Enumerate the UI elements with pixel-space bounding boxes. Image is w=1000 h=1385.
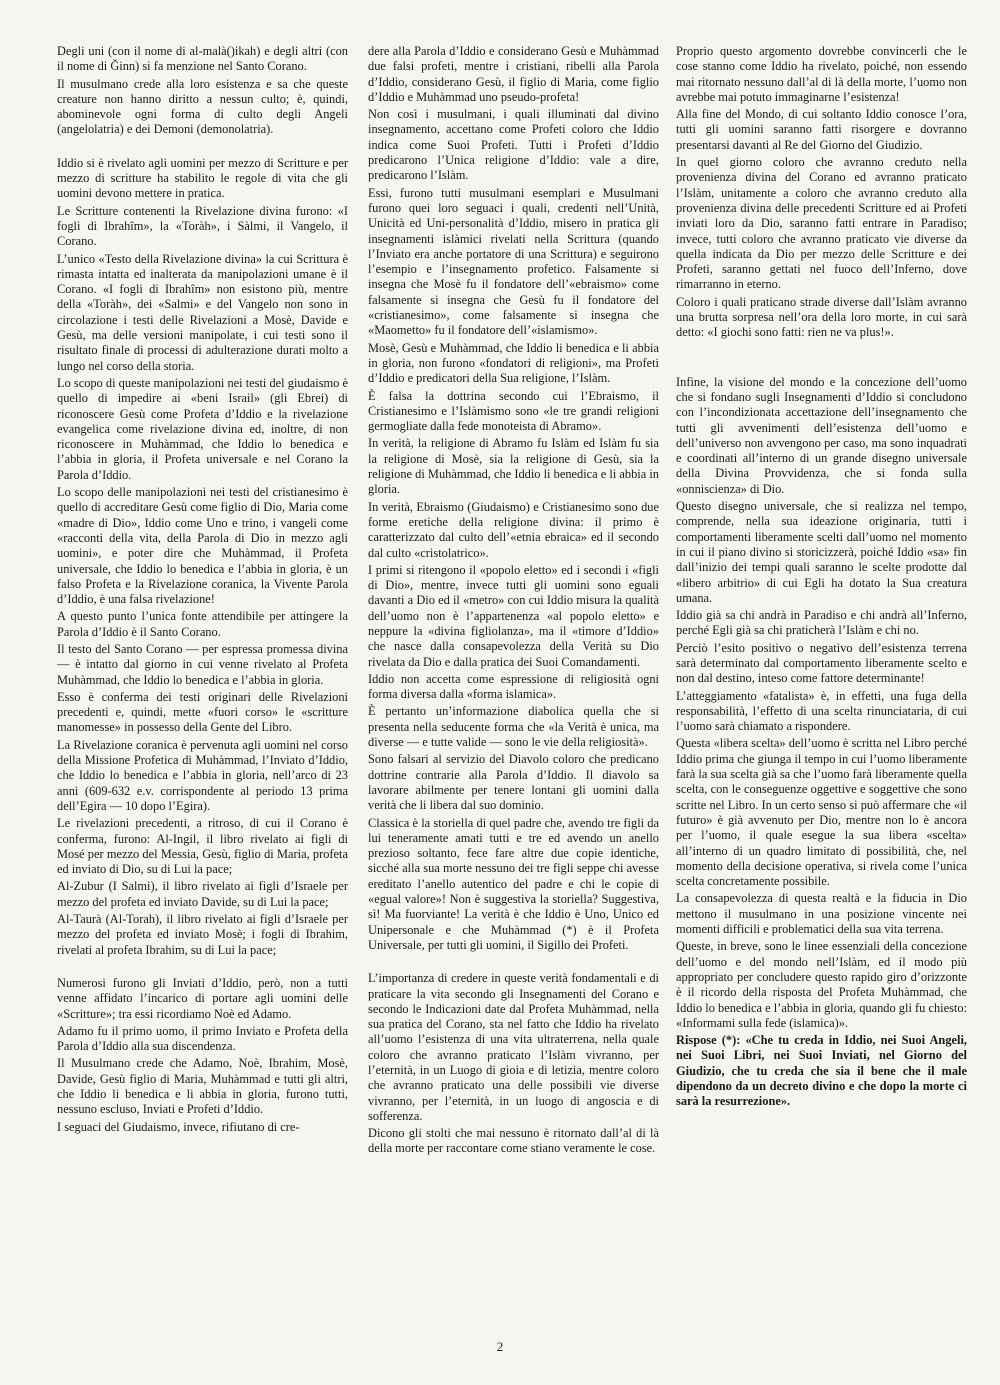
paragraph: Classica è la storiella di quel padre che, avendo tre figli da lui teneramente amati tutti e tre ed avendo un anello prezioso soltanto, fece fare altre due copie identiche, sicché alla sua morte nessuno dei tre figli seppe chi avesse ereditato l’anello autentico del padre e chi le copie di «egual valore»! Non è suggestiva la storiella? Suggestiva, sì! Ma fuorviante! La verità è che Iddio è Uno, Unico ed Unipersonale e che Muhàmmad (*) è il Profeta Universale, per tutti gli uomini, il Sigillo dei Profeti. [368, 815, 659, 952]
paragraph: A questo punto l’unica fonte attendibile per attingere la Parola d’Iddio è il Santo Corano. [57, 609, 348, 639]
paragraph: Mosè, Gesù e Muhàmmad, che Iddio li benedica e li abbia in gloria, non furono «fondatori di religioni», ma Profeti d’Iddio e predicatori della Sua religione, l’Islàm. [368, 340, 659, 386]
paragraph: Non così i musulmani, i quali illuminati dal divino insegnamento, accettano come Profeti coloro che Iddio indica come Suoi Profeti. Tutti i Profeti d’Iddio predicarono l’Unica religione d’Iddio: vale a dire, predicarono l’Islàm. [368, 107, 659, 183]
paragraph: Il musulmano crede alla loro esistenza e sa che queste creature non hanno diritto a nessun culto; è, quindi, abominevole ogni forma di culto degli Angeli (angelolatria) e dei Demoni (demonolatria). [57, 76, 348, 137]
paragraph: Infine, la visione del mondo e la concezione dell’uomo che si fondano sugli Insegnamenti d’Iddio si concludono con l’incondizionata accettazione dell’insegnamento che tutti gli avvenimenti dell’esistenza dell’uomo e dell’universo non avvengono per caso, ma sono inquadrati e coordinati all’interno di un grande disegno universale della Divina Provvidenza, che si fonda sulla «onniscienza» di Dio. [676, 374, 967, 496]
paragraph: Adamo fu il primo uomo, il primo Inviato e Profeta della Parola d’Iddio alla sua discendenza. [57, 1023, 348, 1054]
paragraph: Questo disegno universale, che si realizza nel tempo, comprende, nella sua ideazione originaria, tutti i comportamenti liberamente scelti dall’uomo nel momento in cui il piano divino si storicizzerà, poiché Iddio «sa» fin dall’inizio dei tempi quali saranno le scelte prodotte dal «libero arbitrio» di cui Egli ha dotato la Sua creatura umana. [676, 499, 967, 605]
paragraph: Il Musulmano crede che Adamo, Noè, Ibrahim, Mosè, Davide, Gesù figlio di Maria, Muhàmmad e tutti gli altri, che Iddio li benedica e li abbia in gloria, furono tutti, nessuno escluso, Inviati e Profeti d’Iddio. [57, 1056, 348, 1117]
paragraph: Al-Zubur (I Salmi), il libro rivelato ai figli d’Israele per mezzo del profeta ed inviato Davide, su di Lui la pace; [57, 879, 348, 909]
paragraph: Le rivelazioni precedenti, a ritroso, di cui il Corano è conferma, furono: Al-Ingil, il libro rivelato ai figli di Mosé per mezzo del Messia, Gesù, figlio di Maria, profeta ed inviato di Dio, su di Lui la pace; [57, 816, 348, 877]
text-column-3 [676, 44, 967, 1112]
paragraph: Degli uni (con il nome di al-malà()ikah) e degli altri (con il nome di Ğinn) si fa menzione nel Santo Corano. [57, 44, 348, 74]
paragraph: Iddio già sa chi andrà in Paradiso e chi andrà all’Inferno, perché Egli già sa chi praticherà l’Islàm e chi no. [676, 608, 967, 638]
paragraph: Essi, furono tutti musulmani esemplari e Musulmani furono quei loro seguaci i quali, credenti nell’Unità, Unicità ed Uni-personalità d’Iddio, misero in pratica gli insegnamenti islàmici rivelati nella Scrittura (quando l’Inviato era anche portatore di una Scrittura) e seguirono l’esempio e l’insegnamento profetico. Falsamente si insegna che Mosè fu il fondatore dell’«ebraismo» come falsamente si insegna che Gesù fu il fondatore del «cristianesimo», come falsamente si insegna che «Maometto» fu il fondatore dell’«islamismo». [368, 185, 659, 338]
paragraph: Numerosi furono gli Inviati d’Iddio, però, non a tutti venne affidato l’incarico di portare agli uomini delle «Scritture»; tra essi ricordiamo Noè ed Adamo. [57, 975, 348, 1021]
paragraph: Sono falsari al servizio del Diavolo coloro che predicano dottrine contrarie alla Parola d’Iddio. Il diavolo sa lavorare abilmente per tenere lontani gli uomini dalla verità che li libera dal suo dominio. [368, 752, 659, 813]
paragraph: I primi si ritengono il «popolo eletto» ed i secondi i «figli di Dio», mentre, invece tutti gli uomini sono eguali davanti a Dio ed il «metro» con cui Iddio misura la qualità dell’uomo non è l’appartenenza «al popolo eletto» e neppure la «divina figliolanza», ma il «timore d’Iddio» che nasce dalla consapevolezza della Verità su Dio rivelata da Dio e dalla pratica dei Suoi Comandamenti. [368, 562, 659, 669]
paragraph: Le Scritture contenenti la Rivelazione divina furono: «I fogli di Ibrahîm», la «Toràh», i Sàlmi, il Vangelo, il Corano. [57, 203, 348, 249]
text-column-2 [368, 44, 659, 1159]
paragraph: L’atteggiamento «fatalista» è, in effetti, una fuga della responsabilità, l’effetto di una scelta rinunciataria, di cui l’uomo sarà chiamato a rispondere. [676, 688, 967, 734]
page-number: 2 [496, 1339, 504, 1354]
paragraph: La consapevolezza di questa realtà e la fiducia in Dio mettono il musulmano in una posizione vincente nei momenti difficili e problematici della sua vita terrena. [676, 891, 967, 937]
text-column-1 [57, 44, 348, 1137]
paragraph: Rispose (*): «Che tu creda in Iddio, nei Suoi Angeli, nei Suoi Libri, nei Suoi Inviati, nel Giorno del Giudizio, che tu creda che sia il bene che il male dipendono da un decreto divino e che dopo la morte ci sarà la resurrezione». [676, 1033, 967, 1109]
paragraph: I seguaci del Giudaismo, invece, rifiutano di cre- [57, 1119, 300, 1134]
paragraph: È falsa la dottrina secondo cui l’Ebraismo, il Cristianesimo e l’Islàmismo sono «le tre grandi religioni germogliate dalla fede monoteista di Abramo». [368, 388, 659, 434]
paragraph: In quel giorno coloro che avranno creduto nella provenienza divina del Corano ed avranno praticato l’Islàm, unitamente a coloro che avranno creduto alla provenienza divina delle precedenti Scritture ed ai Profeti inviati loro da Dio, saranno fatti entrare in Paradiso; invece, tutti coloro che avranno praticato vie diverse da quella indicata da Dio per mezzo delle Scritture e dei Profeti, saranno gettati nel fuoco dell’Inferno, dove rimarranno in eterno. [676, 155, 967, 292]
paragraph: Coloro i quali praticano strade diverse dall’Islàm avranno una brutta sorpresa nell’ora della loro morte, in cui sarà detto: «I giochi sono fatti: rien ne va plus!». [676, 294, 967, 340]
paragraph: La Rivelazione coranica è pervenuta agli uomini nel corso della Missione Profetica di Muhàmmad, l’Inviato d’Iddio, che Iddio lo benedica e l’abbia in gloria, nell’arco di 23 anni (609-632 e.v. corrispondente al periodo 13 prima dell’Egira — 10 dopo l’Egira). [57, 737, 348, 813]
paragraph: Esso è conferma dei testi originari delle Rivelazioni precedenti e, quindi, mette «fuori corso» le «scritture manomesse» in possesso della Gente del Libro. [57, 689, 348, 735]
paragraph: Al-Taurà (Al-Torah), il libro rivelato ai figli d’Israele per mezzo del profeta ed inviato Mosè; i fogli di Ibrahim, rivelati al profeta Ibrahim, su di Lui la pace; [57, 912, 348, 957]
paragraph: Alla fine del Mondo, di cui soltanto Iddio conosce l’ora, tutti gli uomini saranno fatti risorgere e dovranno presentarsi davanti al Re del Giorno del Giudizio. [676, 107, 967, 152]
paragraph: Proprio questo argomento dovrebbe convincerli che le cose stanno come Iddio ha rivelato, poiché, non essendo mai ritornato nessuno dall’al di là della morte, l’uomo non avrebbe mai potuto immaginarne l’esistenza! [676, 44, 967, 104]
paragraph: Questa «libera scelta» dell’uomo è scritta nel Libro perché Iddio prima che giunga il tempo in cui l’uomo liberamente farà la sua scelta già sa che l’uomo farà liberamente quella scelta, con le conseguenze oggettive e soggettive che sono scritte nel Libro. In un certo senso si può affermare che «il futuro» è già avvenuto per Dio, mentre non lo è ancora per l’uomo, il quale esegue la sua libera «scelta» all’interno di un quadro limitato di possibilità, che, nel momento della decisione operativa, si rivela come l’unica scelta concretamente possibile. [676, 736, 967, 889]
paragraph: In verità, Ebraismo (Giudaismo) e Cristianesimo sono due forme eretiche della religione divina: il primo è caratterizzato dal culto dell’«etnia ebraica» ed il secondo dal culto «cristolatrico». [368, 499, 659, 560]
paragraph: Iddio si è rivelato agli uomini per mezzo di Scritture e per mezzo di scritture ha stabilito le regole di vita che gli uomini devono mettere in pratica. [57, 155, 348, 201]
paragraph: Iddio non accetta come espressione di religiosità ogni forma diversa dalla «forma islamica». [368, 671, 659, 702]
paragraph: Lo scopo delle manipolazioni nei testi del cristianesimo è quello di accreditare Gesù come figlio di Dio, Maria come «madre di Dio», Iddio come Uno e trino, i vangeli come «racconti della vita, della Parola di Dio in mezzo agli uomini», e poter dire che Muhàmmad, il Profeta universale, che Iddio lo benedica e l’abbia in gloria, è un falso Profeta e la Rivelazione coranica, la Vivente Parola d’Iddio, è una falsa rivelazione! [57, 485, 348, 607]
paragraph: dere alla Parola d’Iddio e considerano Gesù e Muhàmmad due falsi profeti, mentre i cristiani, ribelli alla Parola d’Iddio, considerano Gesù, il figlio di Maria, come figlio d’Iddio e Muhàmmad uno pseudo-profeta! [368, 44, 659, 104]
paragraph: Perciò l’esito positivo o negativo dell’esistenza terrena sarà determinato dal comportamento liberamente scelto e non dal destino, inteso come fattore determinante! [676, 640, 967, 686]
paragraph: Lo scopo di queste manipolazioni nei testi del giudaismo è quello di impedire ai «beni Israil» (gli Ebrei) di riconoscere Gesù come Profeta d’Iddio e la rivelazione evangelica come rivelazione divina ed, inoltre, di non riconoscere in Muhàmmad, che Iddio lo benedica e l’abbia in gloria, il Profeta universale e nel Corano la Parola d’Iddio. [57, 375, 348, 482]
paragraph: Queste, in breve, sono le linee essenziali della concezione dell’uomo e del mondo nell’Islàm, ed il modo più appropriato per concludere questo rapido giro d’orizzonte è il ricordo della risposta del Profeta Muhàmmad, che Iddio lo benedica e l’abbia in gloria, quando gli fu chiesto: «Informami sulla fede (islamica)». [676, 939, 967, 1030]
paragraph: È pertanto un’informazione diabolica quella che si presenta nella seducente forma che «la Verità è unica, ma diverse — e tutte valide — sono le vie della religiosità». [368, 704, 659, 750]
paragraph: Dicono gli stolti che mai nessuno è ritornato dall’al di là della morte per raccontare come stiano veramente le cose. [368, 1126, 659, 1156]
paragraph: L’unico «Testo della Rivelazione divina» la cui Scrittura è rimasta intatta ed inalterata da manipolazioni umane è il Corano. «I fogli di Ibrahîm» non esistono più, mentre della «Toràh», dei «Salmi» e del Vangelo non sono in circolazione i testi delle Rivelazioni a Mosè, Davide e Gesù, ma delle versioni manipolate, i cui testi sono il risultato finale di processi di adulterazione durati molto a lungo nel corso della storia. [57, 251, 348, 373]
paragraph: In verità, la religione di Abramo fu Islàm ed Islàm fu sia la religione di Mosè, sia la religione di Gesù, sia la religione di Muhàmmad, che Iddio li benedica e li abbia in gloria. [368, 436, 659, 497]
paragraph: L’importanza di credere in queste verità fondamentali e di praticare la vita secondo gli Insegnamenti del Corano e secondo le Indicazioni date dal Profeta Muhàmmad, nella sua pratica del Corano, sta nel fatto che Iddio ha rivelato all’uomo l’esistenza di una vita ultraterrena, nella quale coloro che avranno praticato l’Islàm vivranno, per l’eternità, in un Luogo di gioia e di letizia, mentre coloro che avranno praticato una delle possibili vie diverse vivranno, per l’eternità, in un luogo di angoscia e di sofferenza. [368, 971, 659, 1123]
paragraph: Il testo del Santo Corano — per espressa promessa divina — è intatto dal giorno in cui venne rivelato al Profeta Muhàmmad, che Iddio lo benedica e l’abbia in gloria. [57, 641, 348, 687]
